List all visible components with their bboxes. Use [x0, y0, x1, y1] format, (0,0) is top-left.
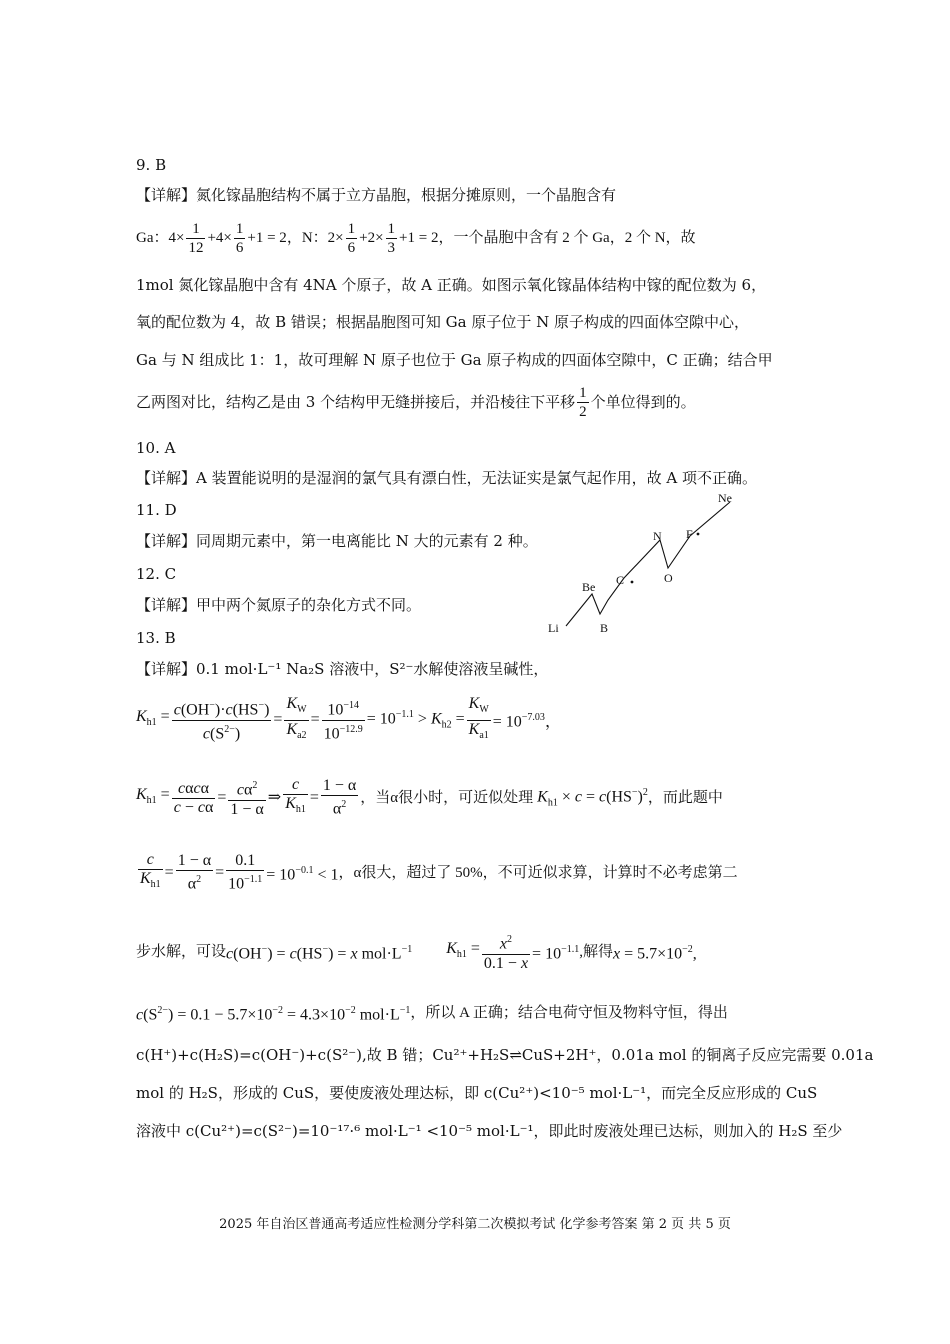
q9-text-6: 乙两图对比，结构乙是由 3 个结构甲无缝拼接后，并沿棱往下平移 $\frac{1}{2}$ 个单位得到的。 — [136, 384, 696, 420]
q13-text-7: c(H⁺)+c(H₂S)=c(OH⁻)+c(S²⁻),故 B 错；Cu²⁺+H₂S⇌CuS+2H⁺，0.01a mol 的铜离子反应完需要 0.01a — [136, 1046, 874, 1064]
page-footer: 2025 年自治区普通高考适应性检测分学科第二次模拟考试 化学参考答案 第 2 页 共 5 页 — [219, 1217, 731, 1232]
q13-heading: 13. B — [136, 629, 176, 647]
ionization-trend-line — [566, 502, 730, 626]
q9-text-1: 【详解】氮化镓晶胞结构不属于立方晶胞，根据分摊原则，一个晶胞含有 — [136, 186, 617, 204]
s2-concentration-line: $c(S^{2-}) = 0.1 - 5.7\times 10^{-2} = 4.3\times 10^{-2}$ $mol\cdot L^{-1}$ ，所以 A 正确；结合电荷守恒及物料守恒，得出 — [136, 1004, 728, 1024]
q11-heading: 11. D — [136, 501, 177, 519]
label-n: N — [653, 529, 662, 543]
label-f: F — [686, 527, 693, 541]
kh-equation-3: $\frac{c}{K_{h1}}$ = $\frac{1 - \alpha}{\alpha^2}$ = $\frac{0.1}{10^{-1.1}}$ = $10^{-0.1} < 1$ ，α很大，超过了 50%，不可近似求算，计算时不必考虑第二 — [140, 851, 738, 893]
q9-text-5: Ga 与 N 组成比 1：1，故可理解 N 原子也位于 Ga 原子构成的四面体空隙中，C 正确；结合甲 — [136, 351, 773, 369]
label-b: B — [600, 621, 609, 635]
q13-text-9: 溶液中 c(Cu²⁺)=c(S²⁻)=10⁻¹⁷·⁶ mol·L⁻¹ <10⁻⁵ mol·L⁻¹，即此时废液处理已达标，则加入的 H₂S 至少 — [136, 1122, 843, 1140]
q11-text: 【详解】同周期元素中，第一电离能比 N 大的元素有 2 种。 — [136, 532, 538, 550]
q9-text-4: 氧的配位数为 4，故 B 错误；根据晶胞图可知 Ga 原子位于 N 原子构成的四面体空隙中心， — [136, 313, 749, 331]
q13-text-8: mol 的 H₂S，形成的 CuS，要使废液处理达标，即 c(Cu²⁺)<10⁻⁵ mol·L⁻¹，而完全反应形成的 CuS — [136, 1084, 818, 1102]
ga-count-formula: 4× $\frac{1}{12}$ +4× $\frac{1}{6}$ +1 = 2 — [168, 220, 287, 256]
q10-heading: 10. A — [136, 439, 176, 457]
f-point — [697, 533, 700, 536]
q12-text: 【详解】甲中两个氮原子的杂化方式不同。 — [136, 596, 422, 614]
kh-equation-2: $K_{h1}$ = $\frac{\text{cαcα}}{c - c\alpha}$ = $\frac{c\alpha^2}{1 - \alpha}$ ⇒ $\frac{c}{K_{h1}}$ = $\frac{1 - \alpha}{\alpha^2}$ ，当α很小时，可近似处理 $K_{h1} \times c = c(HS^-)^2$ ，而此题中 — [136, 776, 723, 818]
q9-heading: 9. B — [136, 156, 167, 174]
label-ne: Ne — [718, 491, 732, 505]
label-be: Be — [582, 580, 596, 594]
label-c: C — [616, 573, 625, 587]
n-count-formula: 2× $\frac{1}{6}$ +2× $\frac{1}{3}$ +1 = 2 — [327, 220, 439, 256]
ionization-energy-figure — [540, 488, 750, 638]
q9-text-3: 1mol 氮化镓晶胞中含有 4NA 个原子，故 A 正确。如图示氧化镓晶体结构中镓的配位数为 6， — [136, 276, 767, 294]
label-li: Li — [548, 621, 559, 635]
c-point — [631, 581, 634, 584]
kh-equation-1: $K_{h1}$ = $\frac{c(OH^-)\cdot c(HS^-)}{c(S^{2-})}$ = $\frac{K_W}{K_{a2}}$ = $\frac{10^{-14}}{10^{-12.9}}$ = $10^{-1.1} > K_{h2}$ = $\frac{K_W}{K_{a1}}$ = $10^{-7.03}$， — [136, 695, 561, 742]
kh-equation-4: 步水解，可设 c(OH−) = c(HS−) = x $mol\cdot L^{-1}$ $K_{h1}$ = $\frac{x^2}{0.1 - x}$ = $10^{-1.1}$ ,解得 $x = 5.7\times 10^{-2}$, — [136, 924, 697, 980]
q10-text: 【详解】A 装置能说明的是湿润的氯气具有漂白性，无法证实是氯气起作用，故 A 项不正确。 — [136, 469, 757, 487]
half-fraction: $\frac{1}{2}$ — [579, 384, 587, 420]
label-o: O — [664, 571, 673, 585]
q9-formula-line: Ga： 4× $\frac{1}{12}$ +4× $\frac{1}{6}$ +1 = 2 ，N： 2× $\frac{1}{6}$ +2× $\frac{1}{3}$ +1 = 2 ，一个晶胞中含有 2 个 Ga，2 个 N，故 — [136, 220, 696, 256]
q13-text-1: 【详解】0.1 mol·L⁻¹ Na₂S 溶液中，S²⁻水解使溶液呈碱性， — [136, 660, 549, 678]
q12-heading: 12. C — [136, 565, 177, 583]
